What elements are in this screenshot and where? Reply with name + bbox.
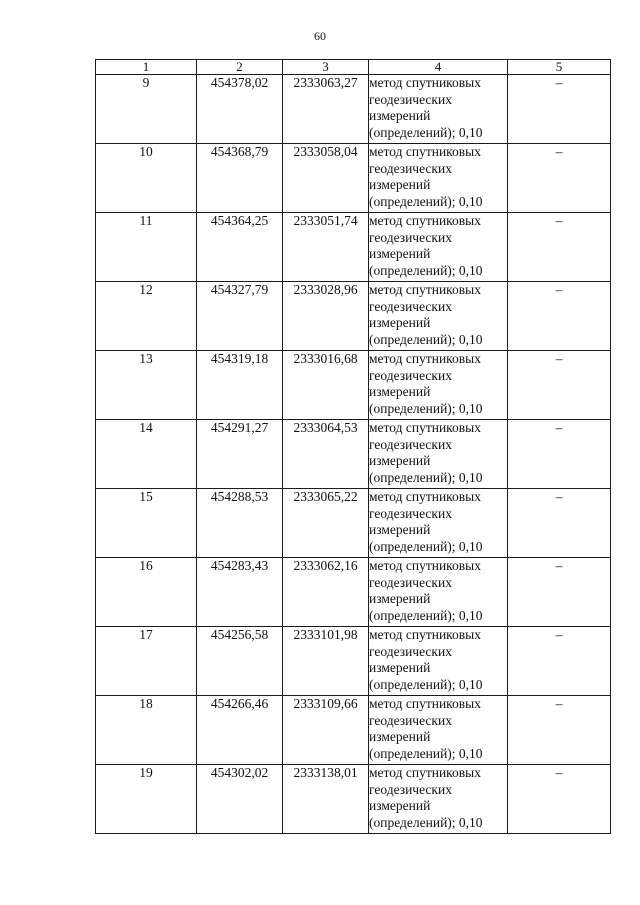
note-cell: –: [508, 351, 611, 420]
coordinate-x-cell: 454283,43: [197, 558, 283, 627]
method-line: метод спутниковых: [369, 282, 481, 297]
method-line: метод спутниковых: [369, 765, 481, 780]
method-line: геодезических: [369, 712, 452, 728]
coordinate-x-cell: 454378,02: [197, 75, 283, 144]
method-line: геодезических: [369, 436, 452, 452]
method-line: метод спутниковых: [369, 627, 481, 642]
method-line: метод спутниковых: [369, 75, 481, 90]
point-number-cell: 11: [96, 213, 197, 282]
method-cell: [369, 765, 508, 834]
method-line: метод спутниковых: [369, 696, 481, 711]
coordinate-x-cell: 454266,46: [197, 696, 283, 765]
coordinate-y-cell: 2333101,98: [283, 627, 369, 696]
point-number-cell: 12: [96, 282, 197, 351]
method-line: метод спутниковых: [369, 489, 481, 504]
coordinate-x-cell: 454291,27: [197, 420, 283, 489]
table-row: [96, 765, 611, 834]
header-row: [96, 60, 611, 75]
coordinate-x-cell: 454327,79: [197, 282, 283, 351]
method-cell: [369, 558, 508, 627]
point-number-cell: 17: [96, 627, 197, 696]
method-line: (определений); 0,10: [369, 469, 483, 485]
point-number-cell: 18: [96, 696, 197, 765]
coordinate-y-cell: 2333016,68: [283, 351, 369, 420]
table-row: [96, 627, 611, 696]
method-cell: [369, 213, 508, 282]
table-row: [96, 558, 611, 627]
point-number-cell: 19: [96, 765, 197, 834]
note-cell: –: [508, 696, 611, 765]
method-line: (определений); 0,10: [369, 262, 483, 278]
method-line: измерений: [369, 108, 431, 124]
method-cell: [369, 420, 508, 489]
point-number-cell: 14: [96, 420, 197, 489]
method-line: измерений: [369, 729, 431, 745]
method-line: измерений: [369, 522, 431, 538]
coordinate-x-cell: 454319,18: [197, 351, 283, 420]
coordinate-y-cell: 2333062,16: [283, 558, 369, 627]
method-line: измерений: [369, 453, 431, 469]
point-number-cell: 9: [96, 75, 197, 144]
method-line: (определений); 0,10: [369, 814, 483, 830]
method-line: геодезических: [369, 505, 452, 521]
table-row: [96, 282, 611, 351]
coordinate-x-cell: 454368,79: [197, 144, 283, 213]
coordinate-x-cell: 454302,02: [197, 765, 283, 834]
coordinate-x-cell: 454256,58: [197, 627, 283, 696]
column-header-1: 1: [96, 60, 197, 75]
coordinate-x-cell: 454288,53: [197, 489, 283, 558]
table-row: [96, 420, 611, 489]
note-cell: –: [508, 765, 611, 834]
coordinate-x-cell: 454364,25: [197, 213, 283, 282]
note-cell: –: [508, 144, 611, 213]
method-line: геодезических: [369, 160, 452, 176]
coordinate-y-cell: 2333051,74: [283, 213, 369, 282]
method-line: геодезических: [369, 229, 452, 245]
coordinate-y-cell: 2333028,96: [283, 282, 369, 351]
table-row: [96, 489, 611, 558]
column-header-3: 3: [283, 60, 369, 75]
coordinate-y-cell: 2333065,22: [283, 489, 369, 558]
note-cell: –: [508, 489, 611, 558]
table-row: [96, 696, 611, 765]
method-cell: [369, 75, 508, 144]
method-line: измерений: [369, 177, 431, 193]
method-line: геодезических: [369, 367, 452, 383]
method-cell: [369, 144, 508, 213]
method-line: (определений); 0,10: [369, 607, 483, 623]
method-line: (определений); 0,10: [369, 676, 483, 692]
method-line: геодезических: [369, 91, 452, 107]
table-header: [96, 60, 611, 75]
note-cell: –: [508, 282, 611, 351]
method-line: измерений: [369, 660, 431, 676]
table-row: [96, 351, 611, 420]
method-line: метод спутниковых: [369, 558, 481, 573]
point-number-cell: 16: [96, 558, 197, 627]
method-cell: [369, 282, 508, 351]
note-cell: –: [508, 213, 611, 282]
point-number-cell: 15: [96, 489, 197, 558]
method-line: метод спутниковых: [369, 351, 481, 366]
method-line: (определений); 0,10: [369, 538, 483, 554]
column-header-2: 2: [197, 60, 283, 75]
method-line: (определений); 0,10: [369, 400, 483, 416]
method-line: измерений: [369, 384, 431, 400]
coordinate-y-cell: 2333064,53: [283, 420, 369, 489]
point-number-cell: 13: [96, 351, 197, 420]
table-row: [96, 213, 611, 282]
method-cell: [369, 351, 508, 420]
coordinate-y-cell: 2333063,27: [283, 75, 369, 144]
method-line: измерений: [369, 246, 431, 262]
method-line: (определений); 0,10: [369, 124, 483, 140]
method-line: измерений: [369, 798, 431, 814]
point-number-cell: 10: [96, 144, 197, 213]
table-row: [96, 144, 611, 213]
table-body: [96, 75, 611, 834]
column-header-4: 4: [369, 60, 508, 75]
method-line: геодезических: [369, 574, 452, 590]
method-line: измерений: [369, 591, 431, 607]
coordinate-y-cell: 2333058,04: [283, 144, 369, 213]
coordinate-y-cell: 2333109,66: [283, 696, 369, 765]
method-line: (определений); 0,10: [369, 745, 483, 761]
method-line: метод спутниковых: [369, 144, 481, 159]
page-number: 60: [314, 29, 326, 43]
method-cell: [369, 627, 508, 696]
method-line: геодезических: [369, 298, 452, 314]
note-cell: –: [508, 558, 611, 627]
coordinates-table: [95, 59, 611, 834]
method-line: метод спутниковых: [369, 213, 481, 228]
note-cell: –: [508, 420, 611, 489]
method-line: (определений); 0,10: [369, 331, 483, 347]
method-line: метод спутниковых: [369, 420, 481, 435]
method-line: геодезических: [369, 643, 452, 659]
method-cell: [369, 696, 508, 765]
note-cell: –: [508, 627, 611, 696]
coordinate-y-cell: 2333138,01: [283, 765, 369, 834]
note-cell: –: [508, 75, 611, 144]
method-cell: [369, 489, 508, 558]
table-row: [96, 75, 611, 144]
column-header-5: 5: [508, 60, 611, 75]
method-line: измерений: [369, 315, 431, 331]
method-line: (определений); 0,10: [369, 193, 483, 209]
method-line: геодезических: [369, 781, 452, 797]
